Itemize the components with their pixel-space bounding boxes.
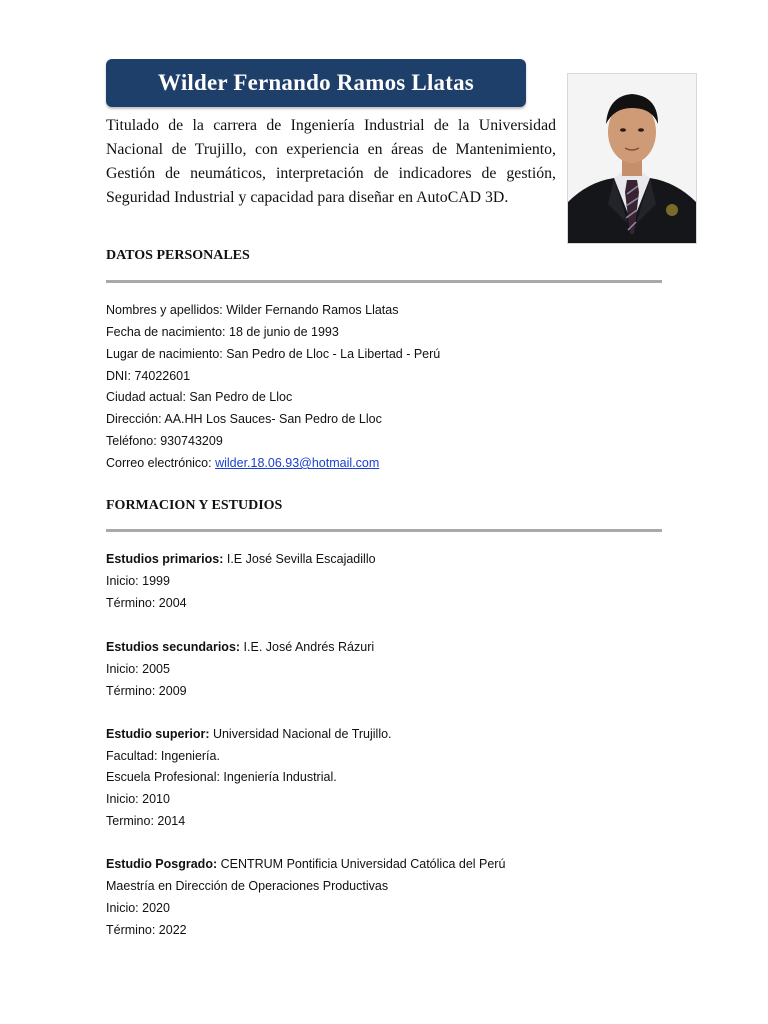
edu-superior-termino: Termino: 2014 <box>106 814 186 828</box>
section-title-personal: DATOS PERSONALES <box>106 248 250 263</box>
edu-secundarios-termino: Término: 2009 <box>106 684 187 698</box>
edu-posgrado-inicio: Inicio: 2020 <box>106 901 170 915</box>
personal-telefono: Teléfono: 930743209 <box>106 434 223 448</box>
edu-secundarios-label: Estudios secundarios: <box>106 640 241 654</box>
edu-superior-inicio: Inicio: 2010 <box>106 792 170 806</box>
personal-dni: DNI: 74022601 <box>106 369 191 383</box>
edu-primarios <box>106 552 376 566</box>
candidate-name: Wilder Fernando Ramos Llatas <box>158 70 474 95</box>
edu-superior-label: Estudio superior: <box>106 727 210 741</box>
divider <box>106 280 662 283</box>
edu-primarios-termino: Término: 2004 <box>106 596 187 610</box>
edu-posgrado-value: CENTRUM Pontificia Universidad Católica del Perú <box>217 857 506 871</box>
edu-posgrado-termino: Término: 2022 <box>106 923 187 937</box>
personal-ciudad: Ciudad actual: San Pedro de Lloc <box>106 390 293 404</box>
professional-summary: Titulado de la carrera de Ingeniería Industrial de la Universidad Nacional de Trujillo, con experiencia en áreas de Mantenimiento, Gestión de neumáticos, interpretación de indicadores de gestión, Seguridad Industrial y capacidad para diseñar en AutoCAD 3D. <box>106 117 556 206</box>
email-link[interactable]: wilder.18.06.93@hotmail.com <box>215 456 380 470</box>
edu-superior-facultad: Facultad: Ingeniería. <box>106 749 220 763</box>
personal-correo <box>106 456 379 470</box>
name-banner <box>106 59 526 107</box>
portrait-image <box>568 74 696 243</box>
edu-posgrado-maestria: Maestría en Dirección de Operaciones Productivas <box>106 879 389 893</box>
edu-secundarios <box>106 640 374 654</box>
edu-secundarios-value: I.E. José Andrés Rázuri <box>240 640 375 654</box>
edu-superior-value: Universidad Nacional de Trujillo. <box>209 727 392 741</box>
divider <box>106 529 662 532</box>
edu-superior <box>106 727 392 741</box>
edu-secundarios-inicio: Inicio: 2005 <box>106 662 170 676</box>
correo-label: Correo electrónico: <box>106 456 216 470</box>
edu-posgrado-label: Estudio Posgrado: <box>106 857 218 871</box>
edu-primarios-label: Estudios primarios: <box>106 552 224 566</box>
profile-photo <box>567 73 697 244</box>
personal-direccion: Dirección: AA.HH Los Sauces- San Pedro de Lloc <box>106 412 382 426</box>
personal-lugar: Lugar de nacimiento: San Pedro de Lloc - La Libertad - Perú <box>106 347 441 361</box>
personal-nombres: Nombres y apellidos: Wilder Fernando Ramos Llatas <box>106 303 399 317</box>
section-title-education: FORMACION Y ESTUDIOS <box>106 498 283 513</box>
edu-posgrado <box>106 857 505 871</box>
personal-fecha: Fecha de nacimiento: 18 de junio de 1993 <box>106 325 339 339</box>
edu-primarios-value: I.E José Sevilla Escajadillo <box>223 552 376 566</box>
edu-primarios-inicio: Inicio: 1999 <box>106 574 170 588</box>
edu-superior-escuela: Escuela Profesional: Ingeniería Industrial. <box>106 770 337 784</box>
